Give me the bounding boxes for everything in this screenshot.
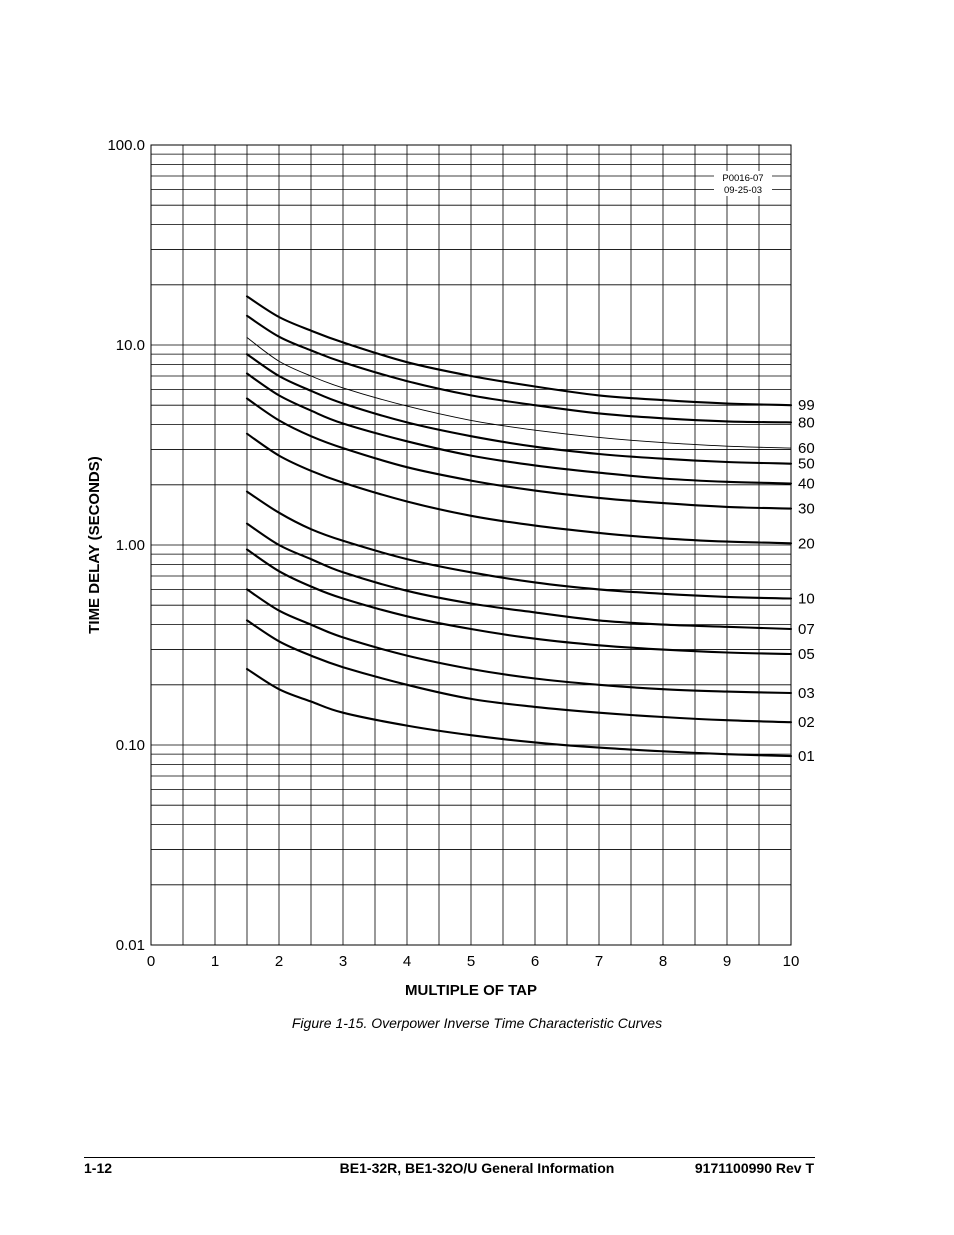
x-tick-label: 3 — [338, 953, 348, 970]
curve-80 — [247, 316, 791, 423]
y-tick-label: 1.00 — [115, 537, 145, 554]
annotation-line2: 09-25-03 — [723, 185, 763, 196]
curve-label-99: 99 — [798, 397, 815, 415]
figure-caption: Figure 1-15. Overpower Inverse Time Characteristic Curves — [291, 1015, 663, 1031]
x-axis-label: MULTIPLE OF TAP — [405, 982, 537, 999]
curve-label-60: 60 — [798, 440, 815, 458]
x-tick-label: 4 — [402, 953, 412, 970]
curve-label-05: 05 — [798, 646, 815, 664]
x-tick-label: 9 — [722, 953, 732, 970]
curve-label-50: 50 — [798, 455, 815, 473]
chart-curves — [247, 296, 815, 765]
y-tick-label: 100.0 — [107, 137, 145, 154]
y-tick-label: 0.01 — [115, 937, 145, 954]
curve-label-10: 10 — [798, 590, 815, 608]
curve-label-40: 40 — [798, 475, 815, 493]
curve-label-20: 20 — [798, 535, 815, 553]
footer-doc-number: 9171100990 Rev T — [694, 1160, 814, 1176]
footer-page-number: 1-12 — [84, 1160, 113, 1176]
x-tick-label: 8 — [658, 953, 668, 970]
curve-label-02: 02 — [798, 714, 815, 732]
chart-grid — [151, 145, 791, 945]
curve-40 — [247, 374, 791, 484]
curve-label-01: 01 — [798, 748, 815, 766]
y-axis-label: TIME DELAY (SECONDS) — [86, 456, 103, 634]
x-tick-label: 1 — [210, 953, 220, 970]
footer-title: BE1-32R, BE1-32O/U General Information — [339, 1160, 615, 1176]
curve-50 — [247, 354, 791, 464]
y-tick-label: 10.0 — [115, 337, 145, 354]
x-tick-label: 10 — [782, 953, 800, 970]
footer-divider — [84, 1157, 815, 1158]
chart-annotation — [714, 171, 772, 196]
curve-label-07: 07 — [798, 621, 815, 639]
chart-ticks — [107, 137, 799, 970]
x-tick-label: 2 — [274, 953, 284, 970]
curve-30 — [247, 399, 791, 509]
annotation-line1: P0016-07 — [722, 173, 764, 184]
x-tick-label: 0 — [146, 953, 156, 970]
x-tick-label: 5 — [466, 953, 476, 970]
curve-01 — [247, 669, 791, 756]
curve-99 — [247, 296, 791, 405]
x-tick-label: 7 — [594, 953, 604, 970]
curve-label-80: 80 — [798, 414, 815, 432]
curve-05 — [247, 550, 791, 655]
x-tick-label: 6 — [530, 953, 540, 970]
y-tick-label: 0.10 — [115, 737, 145, 754]
curve-label-03: 03 — [798, 684, 815, 702]
curve-label-30: 30 — [798, 500, 815, 518]
